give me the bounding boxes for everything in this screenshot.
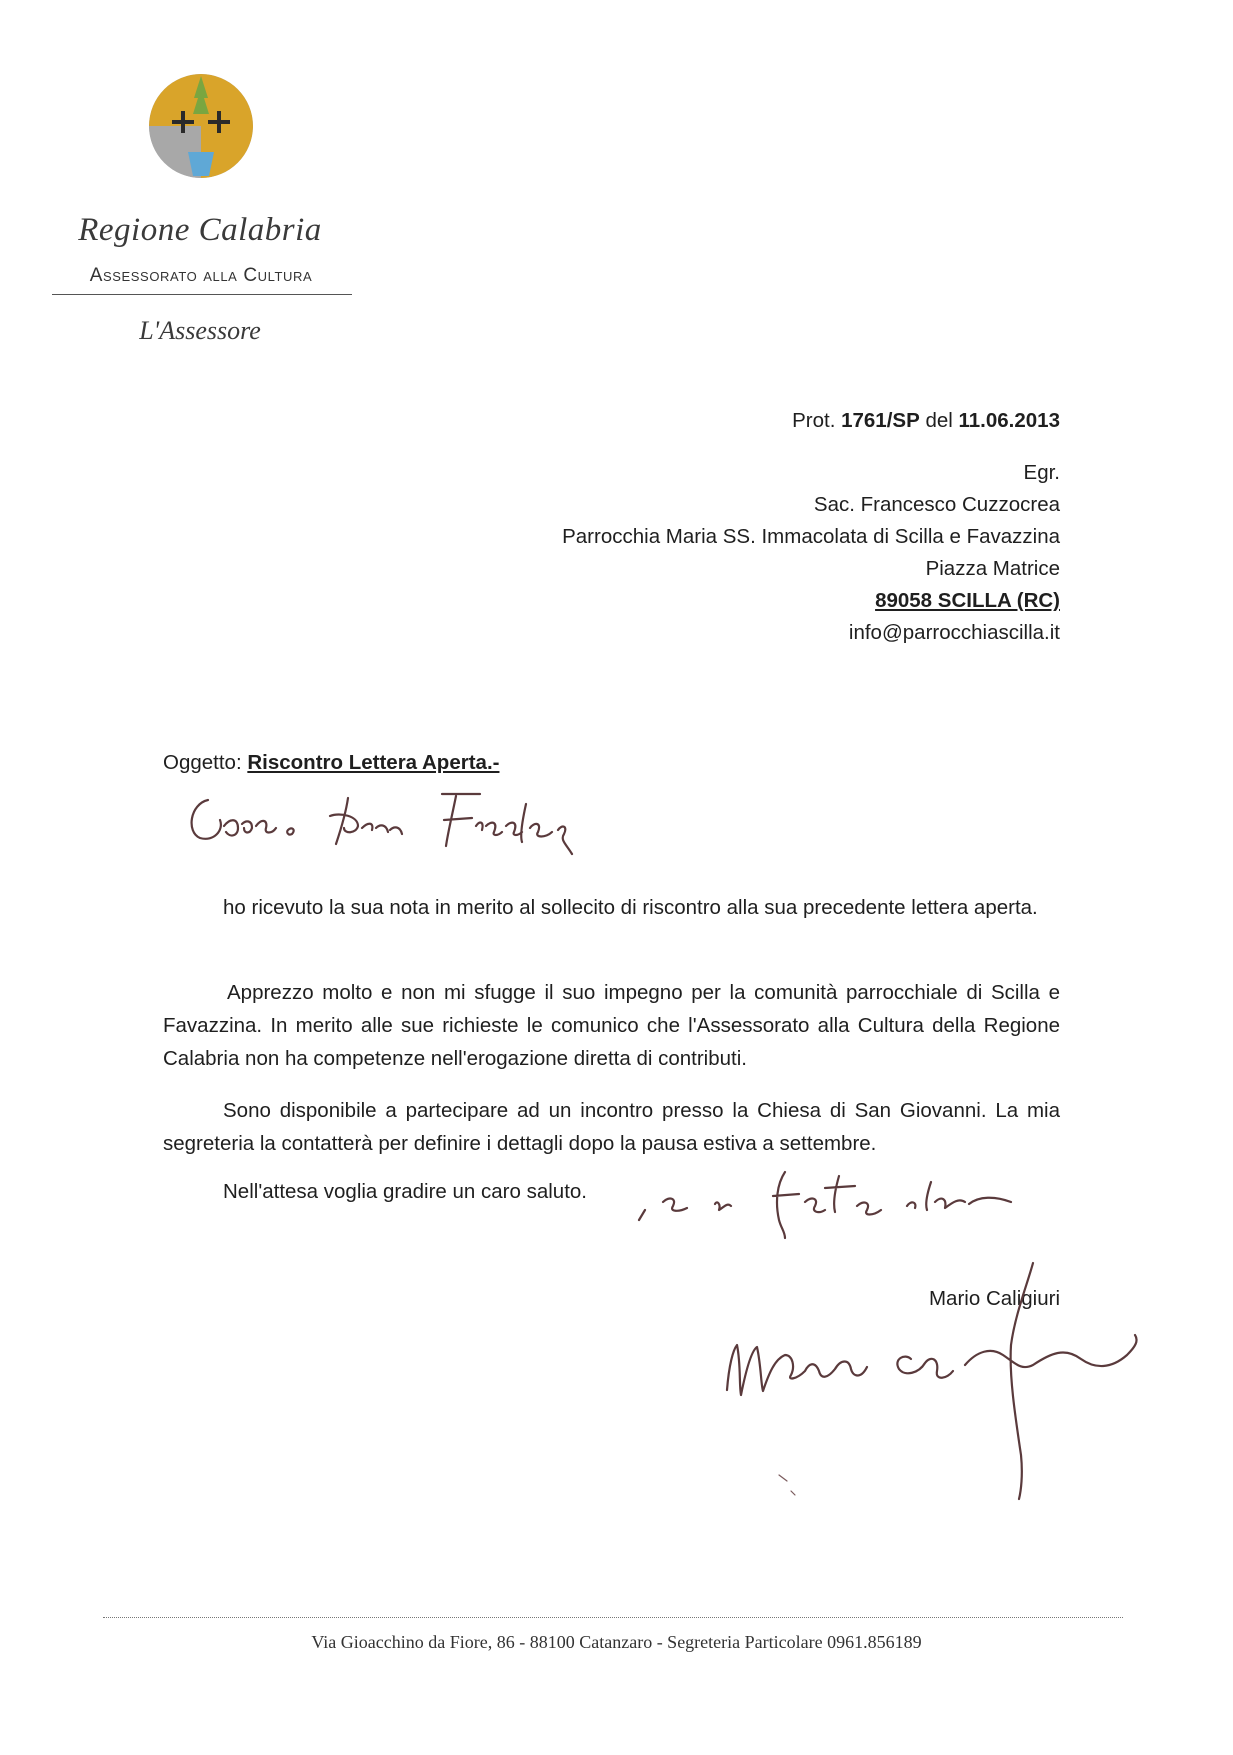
subject-label: Oggetto:	[163, 751, 242, 774]
recipient-name: Sac. Francesco Cuzzocrea	[813, 493, 1060, 516]
subject-line	[163, 751, 499, 775]
recipient-city: 89058 SCILLA (RC)	[875, 589, 1060, 612]
handwritten-closing-note	[635, 1162, 1055, 1242]
protocol-date: 11.06.2013	[958, 409, 1060, 432]
recipient-salutation: Egr.	[1023, 461, 1060, 484]
closing-line: Nell'attesa voglia gradire un caro saluto.	[223, 1180, 588, 1203]
recipient-parish: Parrocchia Maria SS. Immacolata di Scilla e Favazzina	[562, 525, 1060, 548]
body-paragraph-2: Apprezzo molto e non mi sfugge il suo impegno per la comunità parrocchiale di Scilla e Favazzina. In merito alle sue richieste le comunico che l'Assessorato alla Cultura della Regione Calabria non ha competenze nell'erogazione diretta di contributi.	[163, 981, 1060, 1070]
protocol-middle: del	[925, 409, 953, 432]
protocol-prefix: Prot.	[792, 409, 836, 432]
signer-name: Mario Caligiuri	[928, 1287, 1060, 1310]
footer-divider	[103, 1617, 1123, 1618]
protocol-line	[792, 409, 1060, 433]
subject-value: Riscontro Lettera Aperta.-	[247, 751, 500, 774]
regione-calabria-crest-logo	[146, 68, 256, 192]
protocol-number: 1761/SP	[841, 409, 920, 432]
region-name: Regione Calabria	[78, 212, 322, 248]
handwritten-signature	[715, 1255, 1175, 1505]
recipient-email: info@parrocchiascilla.it	[848, 621, 1060, 644]
letterhead-divider	[52, 294, 352, 295]
recipient-street: Piazza Matrice	[925, 557, 1060, 580]
body-paragraph-1: ho ricevuto la sua nota in merito al sollecito di riscontro alla sua precedente lettera aperta.	[223, 896, 1038, 919]
office-role: L'Assessore	[139, 316, 261, 345]
footer-address: Via Gioacchino da Fiore, 86 - 88100 Catanzaro - Segreteria Particolare 0961.856189	[311, 1632, 922, 1652]
handwritten-greeting	[180, 782, 630, 857]
body-paragraph-3: Sono disponibile a partecipare ad un incontro presso la Chiesa di San Giovanni. La mia segreteria la contatterà per definire i dettagli dopo la pausa estiva a settembre.	[163, 1099, 1060, 1155]
department-name: Assessorato alla Cultura	[89, 265, 313, 286]
